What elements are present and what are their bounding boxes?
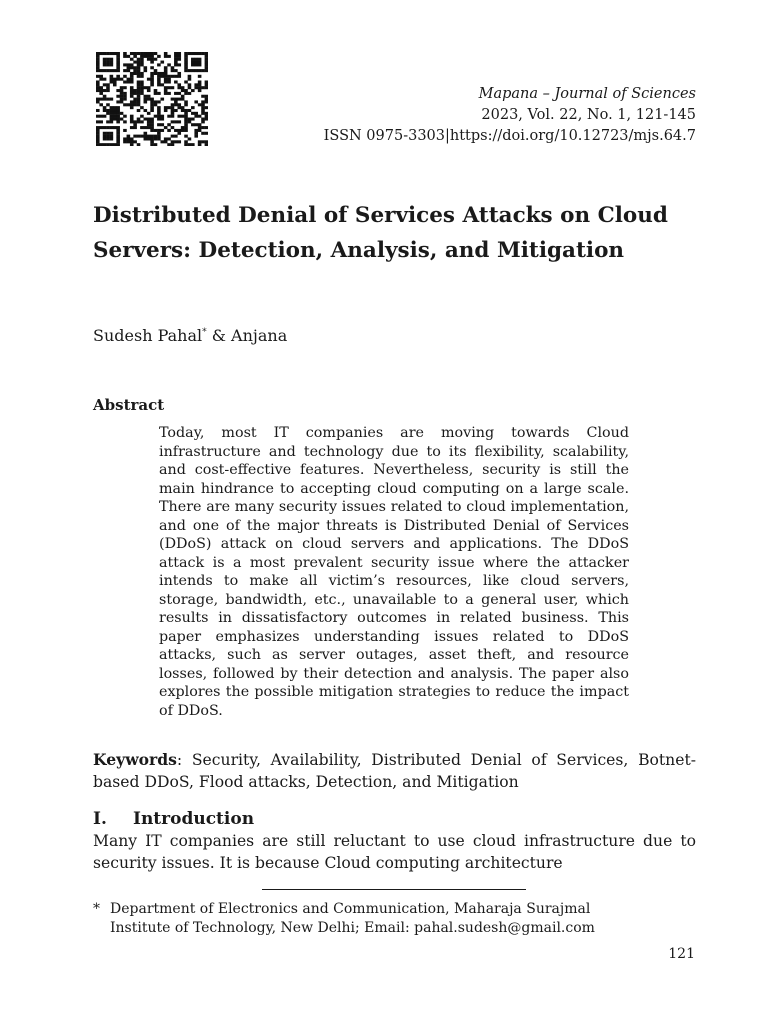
- authors: [93, 326, 287, 345]
- section-number: I.: [93, 809, 107, 829]
- footnote-line1: Department of Electronics and Communication, Maharaja Surajmal: [110, 901, 591, 917]
- page-number: 121: [668, 946, 695, 962]
- section-title: Introduction: [133, 809, 255, 829]
- footnote: [93, 900, 696, 938]
- author-first: Sudesh Pahal: [93, 326, 203, 345]
- journal-issn-doi: ISSN 0975-3303|https://doi.org/10.12723/mjs.64.7: [323, 128, 696, 144]
- journal-name: Mapana – Journal of Sciences: [478, 86, 696, 102]
- keywords: [93, 749, 696, 793]
- abstract-text: Today, most IT companies are moving towards Cloud infrastructure and technology due to its flexibility, scalability, and cost-effective features. Nevertheless, security is still the main hindrance to accepting cloud computing on a large scale. There are many security issues related to cloud implementation, and one of the major threats is Distributed Denial of Services (DDoS) attack on cloud servers and applications. The DDoS attack is a most prevalent security issue where the attacker intends to make all victim’s resources, like cloud servers, storage, bandwidth, etc., unavailable to a general user, which results in dissatisfactory outcomes in related business. This paper emphasizes understanding issues related to DDoS attacks, such as server outages, asset theft, and resource losses, followed by their detection and analysis. The paper also explores the possible mitigation strategies to reduce the impact of DDoS.: [159, 425, 629, 719]
- keywords-text: : Security, Availability, Distributed Denial of Services, Botnet-based DDoS, Flood attacks, Detection, and Mitigation: [93, 751, 696, 791]
- author-marker: *: [202, 327, 207, 338]
- keywords-label: Keywords: [93, 750, 177, 769]
- paper-title: Distributed Denial of Services Attacks on Cloud Servers: Detection, Analysis, and Mitigation: [93, 203, 668, 263]
- footnote-divider: [262, 889, 526, 890]
- author-rest: & Anjana: [206, 326, 288, 345]
- footnote-marker: *: [93, 901, 100, 917]
- footnote-line2: Institute of Technology, New Delhi; Email: pahal.sudesh@gmail.com: [110, 920, 595, 936]
- section-heading-introduction: [93, 809, 254, 829]
- introduction-text: Many IT companies are still reluctant to use cloud infrastructure due to security issues. It is because Cloud computing architecture: [93, 832, 696, 872]
- abstract-heading: Abstract: [93, 396, 165, 414]
- journal-info: [324, 84, 696, 147]
- journal-volume: 2023, Vol. 22, No. 1, 121-145: [481, 107, 696, 123]
- qr-code-icon: [96, 52, 208, 146]
